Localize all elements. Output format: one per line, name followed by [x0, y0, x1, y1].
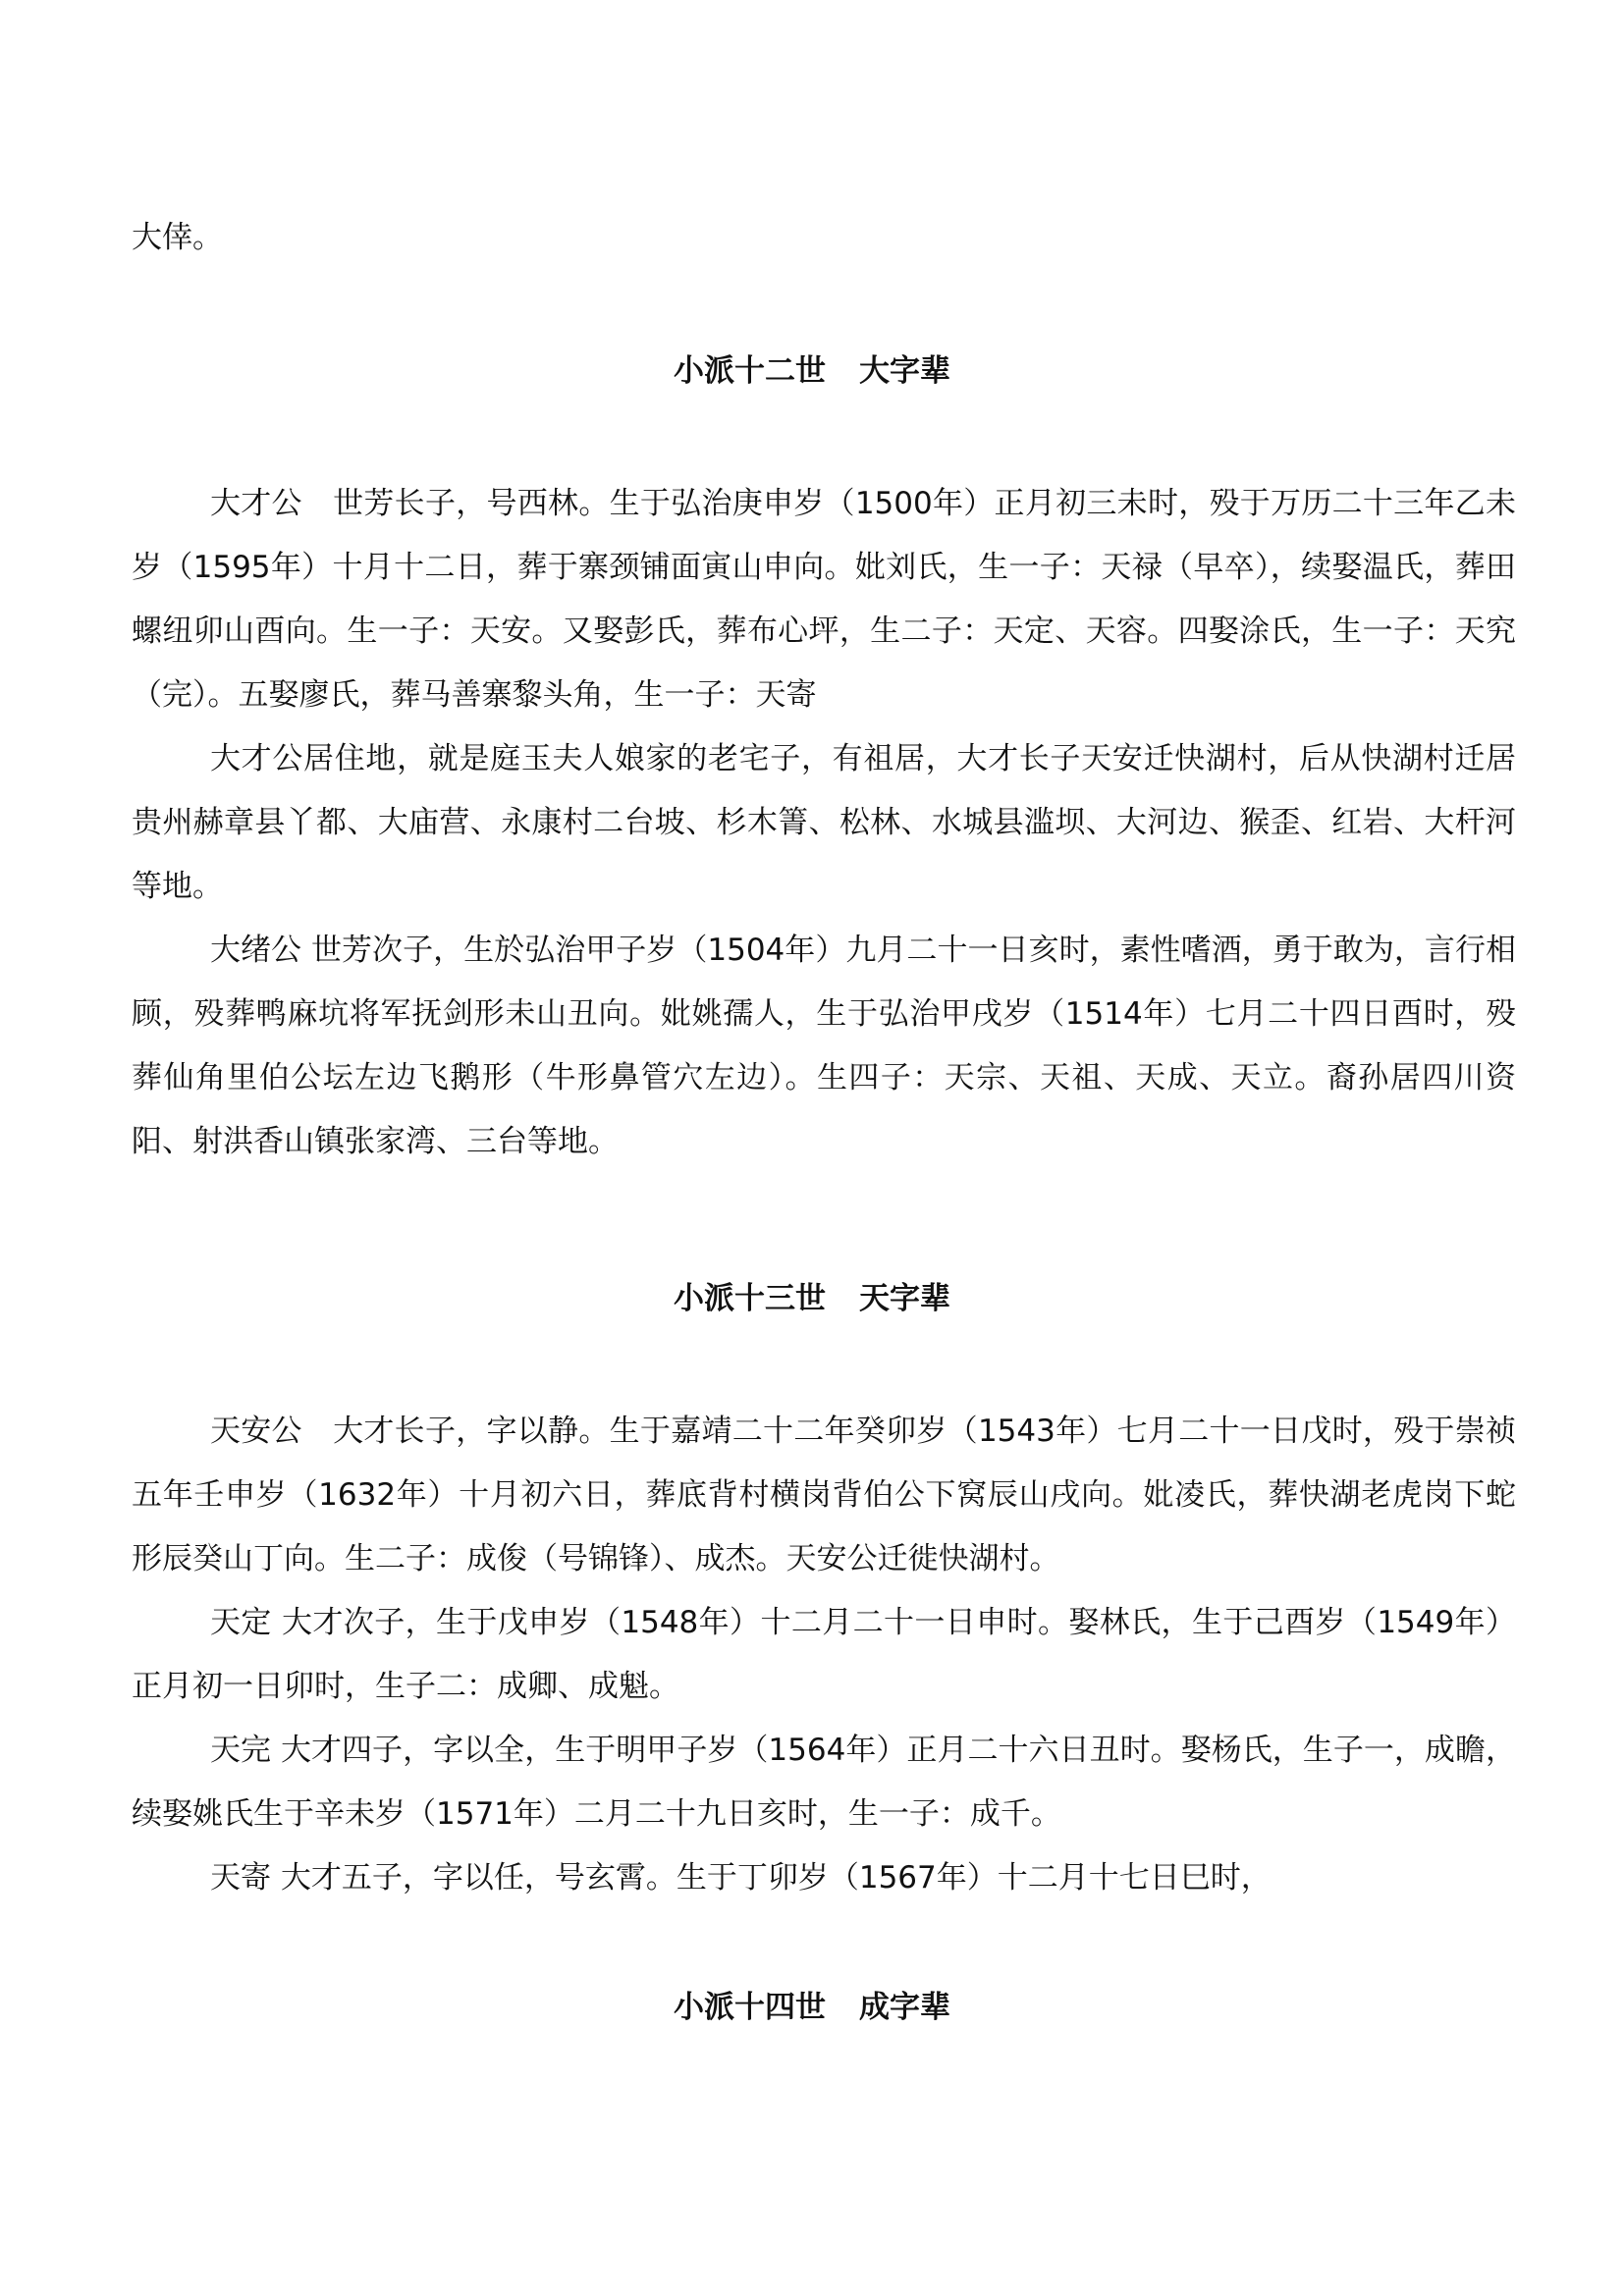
- section-heading-12-character: 大字辈: [859, 353, 950, 389]
- section-heading-13-generation: 小派十三世: [674, 1281, 826, 1316]
- section-heading-12-generation: 小派十二世: [674, 353, 826, 389]
- paragraph-tianwan: 天完 大才四子，字以全，生于明甲子岁（1564年）正月二十六日丑时。娶杨氏，生子一，成瞻，续娶姚氏生于辛未岁（1571年）二月二十九日亥时，生一子：成千。: [132, 1733, 1516, 1832]
- continuation-text: 大倖。: [132, 220, 223, 255]
- section-heading-14: [0, 1988, 1624, 2027]
- section-heading-13-character: 天字辈: [859, 1281, 950, 1316]
- section-heading-14-character: 成字辈: [859, 1990, 950, 2025]
- paragraph-dacai: 大才公 世芳长子，号西林。生于弘治庚申岁（1500年）正月初三未时，殁于万历二十三年乙未岁（1595年）十月十二日，葬于寨颈铺面寅山申向。妣刘氏，生一子：天禄（早卒），续娶温氏，葬田螺纽卯山酉向。生一子：天安。又娶彭氏，葬布心坪，生二子：天定、天容。四娶涂氏，生一子：天究（完）。五娶廖氏，葬马善寨黎头角，生一子：天寄: [132, 486, 1516, 713]
- paragraph-tianji: 天寄 大才五子，字以任，号玄霄。生于丁卯岁（1567年）十二月十七日巳时，: [210, 1860, 1272, 1896]
- paragraph-daxu: 大绪公 世芳次子，生於弘治甲子岁（1504年）九月二十一日亥时，素性嗜酒，勇于敢为，言行相顾，殁葬鸭麻坑将军抚剑形未山丑向。妣姚孺人，生于弘治甲戌岁（1514年）七月二十四日酉时，殁葬仙角里伯公坛左边飞鹅形（牛形鼻管穴左边）。生四子：天宗、天祖、天成、天立。裔孙居四川资阳、射洪香山镇张家湾、三台等地。: [132, 933, 1516, 1159]
- paragraph-tianding: 天定 大才次子，生于戊申岁（1548年）十二月二十一日申时。娶林氏，生于己酉岁（1549年）正月初一日卯时，生子二：成卿、成魁。: [132, 1605, 1516, 1704]
- section-heading-12: [0, 351, 1624, 391]
- paragraph-dacai-residence: 大才公居住地，就是庭玉夫人娘家的老宅子，有祖居，大才长子天安迁快湖村，后从快湖村迁居贵州赫章县丫都、大庙营、永康村二台坡、杉木箐、松林、水城县滥坝、大河边、猴歪、红岩、大杆河等地。: [132, 741, 1516, 904]
- paragraph-tianan: 天安公 大才长子，字以静。生于嘉靖二十二年癸卯岁（1543年）七月二十一日戊时，殁于崇祯五年壬申岁（1632年）十月初六日，葬底背村横岗背伯公下窝辰山戌向。妣凌氏，葬快湖老虎岗下蛇形辰癸山丁向。生二子：成俊（号锦锋）、成杰。天安公迁徙快湖村。: [132, 1414, 1516, 1576]
- section-heading-14-generation: 小派十四世: [674, 1990, 826, 2025]
- section-heading-13: [0, 1279, 1624, 1318]
